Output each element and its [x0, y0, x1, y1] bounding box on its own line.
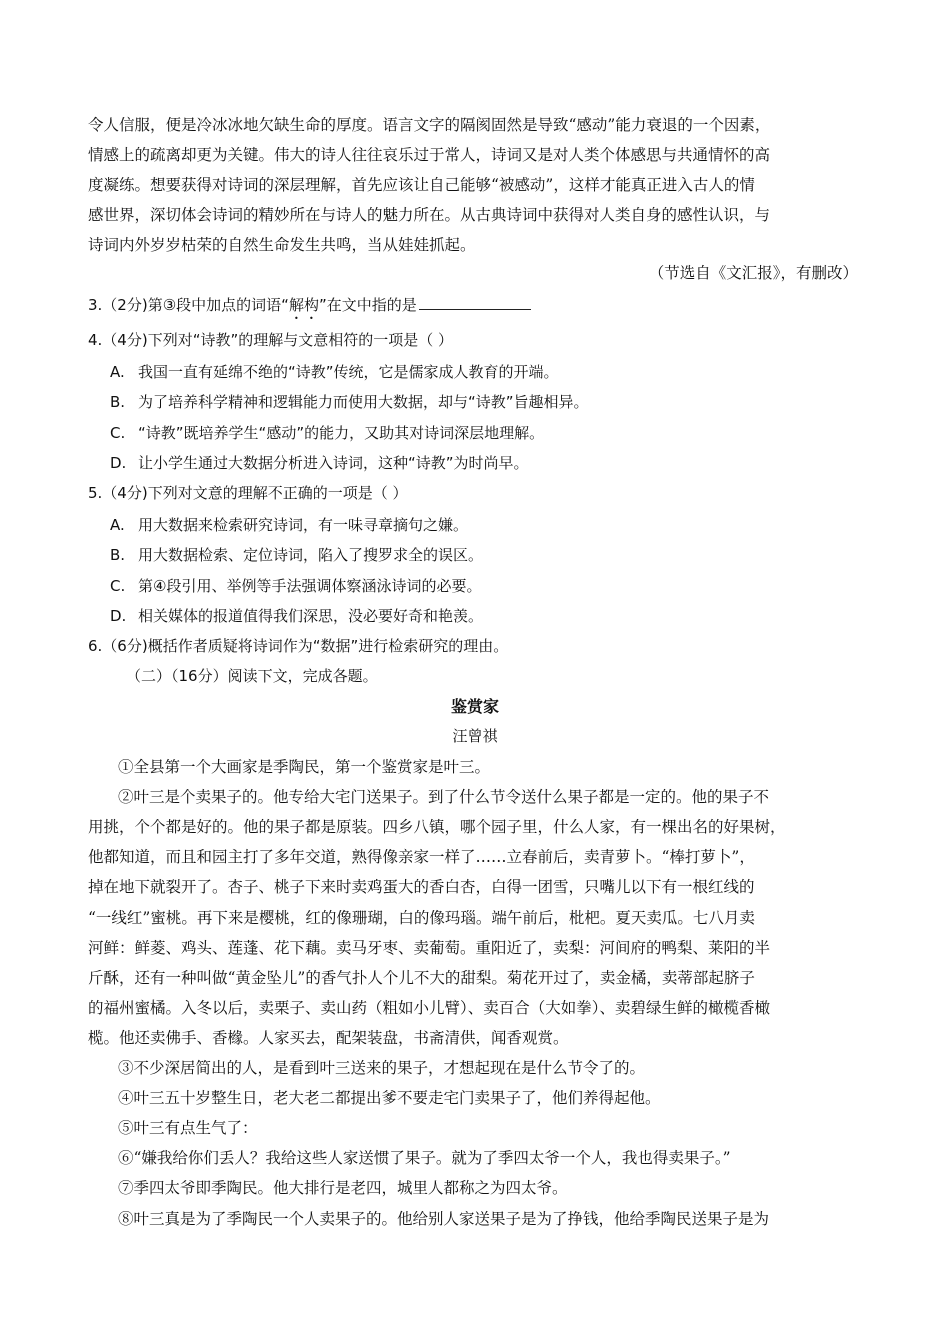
option-letter: B.: [110, 546, 126, 564]
question-4-option[interactable]: [110, 448, 900, 478]
question-6: 6.（6分)概括作者质疑将诗词作为“数据”进行检索研究的理由。: [88, 637, 509, 655]
question-5-option[interactable]: [110, 601, 900, 631]
option-text: 用大数据检索、定位诗词，陷入了搜罗求全的误区。: [138, 546, 484, 564]
story-line: 河鲜：鲜菱、鸡头、莲蓬、花下藕。卖马牙枣、卖葡萄。重阳近了，卖梨：河间府的鸭梨、莱阳的半: [88, 939, 771, 957]
question-3: [88, 290, 878, 320]
story-line: 用挑，个个都是好的。他的果子都是原装。四乡八镇，哪个园子里，什么人家，有一棵出名的好果树，: [88, 818, 786, 836]
question-5-option[interactable]: [110, 571, 900, 601]
story-line: ⑥“嫌我给你们丢人？我给这些人家送惯了果子。就为了季四太爷一个人，我也得卖果子。”: [118, 1149, 731, 1167]
option-letter: A.: [110, 516, 125, 534]
story-line: ⑤叶三有点生气了：: [118, 1119, 258, 1137]
question-4-option[interactable]: [110, 357, 900, 387]
option-text: 让小学生通过大数据分析进入诗词，这种“诗教”为时尚早。: [138, 454, 529, 472]
option-text: 用大数据来检索研究诗词，有一味寻章摘句之嫌。: [138, 516, 469, 534]
story-line: ④叶三五十岁整生日，老大老二都提出爹不要走宅门卖果子了，他们养得起他。: [118, 1089, 661, 1107]
option-text: “诗教”既培养学生“感动”的能力，又助其对诗词深层地理解。: [138, 424, 545, 442]
passage-line: 感世界，深切体会诗词的精妙所在与诗人的魅力所在。从古典诗词中获得对人类自身的感性认识，与: [88, 206, 771, 224]
question-5-stem: 5.（4分)下列对文意的理解不正确的一项是（ ）: [88, 484, 408, 502]
option-letter: B.: [110, 393, 126, 411]
question-4-option[interactable]: [110, 418, 900, 448]
story-line: 他都知道，而且和园主打了多年交道，熟得像亲家一样了……立春前后，卖青萝卜。“棒打萝卜”，: [88, 848, 755, 866]
question-4-option[interactable]: [110, 387, 900, 417]
option-letter: D.: [110, 454, 127, 472]
passage-line: 诗词内外岁岁枯荣的自然生命发生共鸣，当从娃娃抓起。: [88, 236, 476, 254]
question-4-stem: 4.（4分)下列对“诗教”的理解与文意相符的一项是（ ）: [88, 331, 454, 349]
story-line: ①全县第一个大画家是季陶民，第一个鉴赏家是叶三。: [118, 758, 491, 776]
question-3-dotted-word: 解构: [288, 296, 319, 314]
story-author: 汪曾祺: [452, 727, 498, 745]
story-line: “一线红”蜜桃。再下来是樱桃，红的像珊瑚，白的像玛瑙。端午前后，枇杷。夏天卖瓜。七八月卖: [88, 909, 755, 927]
question-3-suffix: ”在文中指的是: [318, 296, 417, 314]
option-text: 第④段引用、举例等手法强调体察涵泳诗词的必要。: [138, 577, 482, 595]
option-text: 为了培养科学精神和逻辑能力而使用大数据，却与“诗教”旨趣相异。: [138, 393, 589, 411]
section-two-heading: （二）（16分）阅读下文，完成各题。: [126, 667, 378, 685]
passage-line: 令人信服，便是冷冰冰地欠缺生命的厚度。语言文字的隔阂固然是导致“感动”能力衰退的一个因素，: [88, 116, 771, 134]
question-5-option[interactable]: [110, 510, 900, 540]
story-line: 的福州蜜橘。入冬以后，卖栗子、卖山药（粗如小儿臂）、卖百合（大如拳）、卖碧绿生鲜的橄榄香橄: [88, 999, 771, 1017]
option-letter: A.: [110, 363, 125, 381]
story-line: 掉在地下就裂开了。杏子、桃子下来时卖鸡蛋大的香白杏，白得一团雪，只嘴儿以下有一根红线的: [88, 878, 755, 896]
story-line: ⑧叶三真是为了季陶民一个人卖果子的。他给别人家送果子是为了挣钱，他给季陶民送果子是为: [118, 1210, 770, 1228]
option-letter: C.: [110, 424, 126, 442]
story-title: 鉴赏家: [450, 697, 499, 716]
passage-line: 情感上的疏离却更为关键。伟大的诗人往往哀乐过于常人，诗词又是对人类个体感思与共通情怀的高: [88, 146, 771, 164]
answer-blank[interactable]: [419, 291, 531, 310]
option-letter: D.: [110, 607, 127, 625]
story-line: ②叶三是个卖果子的。他专给大宅门送果子。到了什么节令送什么果子都是一定的。他的果子不: [118, 788, 770, 806]
story-line: 斤酥，还有一种叫做“黄金坠儿”的香气扑人个儿不大的甜梨。菊花开过了，卖金橘，卖蒂部起脐子: [88, 969, 755, 987]
source-note: （节选自《文汇报》，有删改）: [648, 264, 858, 282]
story-line: ⑦季四太爷即季陶民。他大排行是老四，城里人都称之为四太爷。: [118, 1179, 568, 1197]
option-letter: C.: [110, 577, 126, 595]
question-5-option[interactable]: [110, 540, 900, 570]
option-text: 相关媒体的报道值得我们深思，没必要好奇和艳羡。: [138, 607, 484, 625]
story-line: 榄。他还卖佛手、香橼。人家买去，配架装盘，书斋清供，闻香观赏。: [88, 1029, 569, 1047]
question-3-prefix: 3.（2分)第③段中加点的词语“: [88, 296, 289, 314]
option-text: 我国一直有延绵不绝的“诗教”传统，它是儒家成人教育的开端。: [138, 363, 559, 381]
passage-line: 度凝练。想要获得对诗词的深层理解，首先应该让自己能够“被感动”，这样才能真正进入古人的情: [88, 176, 755, 194]
story-line: ③不少深居简出的人，是看到叶三送来的果子，才想起现在是什么节令了的。: [118, 1059, 646, 1077]
